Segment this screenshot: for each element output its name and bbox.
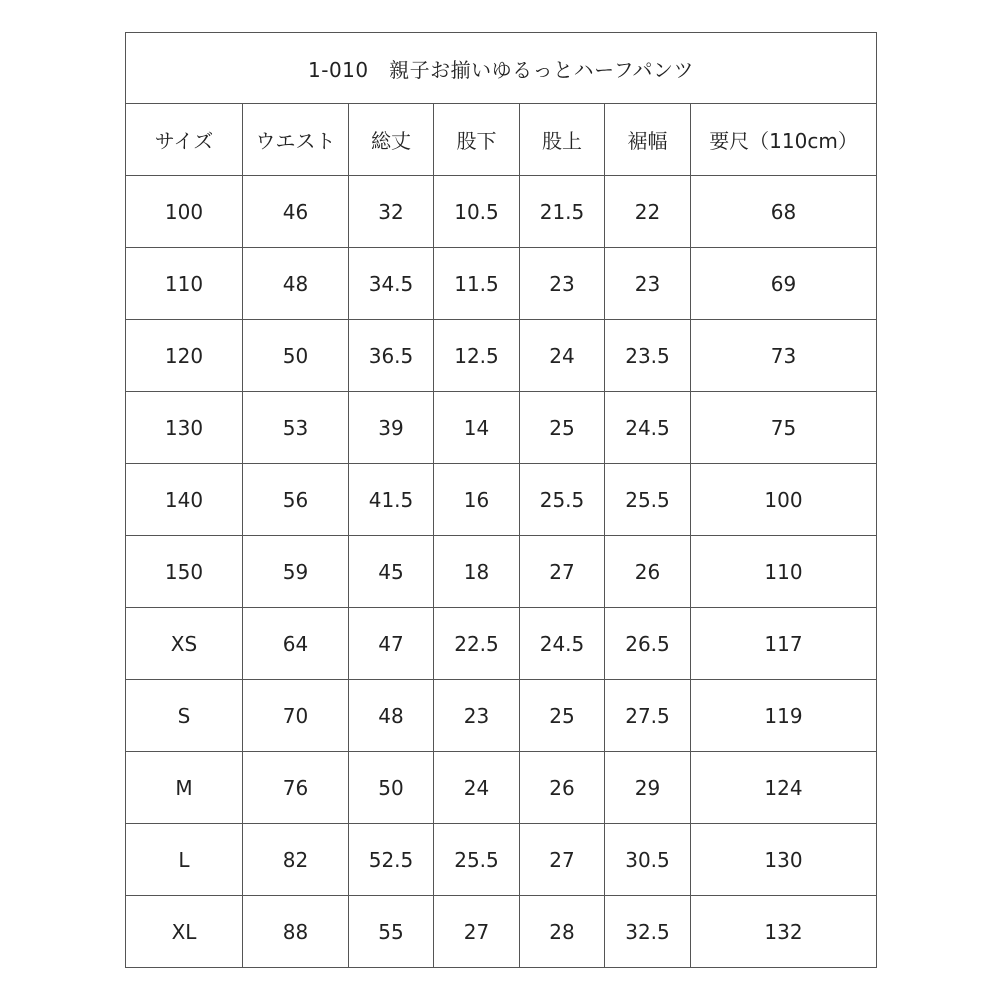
waist-cell: 59 — [243, 536, 349, 608]
fabric-requirement-cell: 124 — [691, 752, 877, 824]
rise-cell: 23 — [520, 248, 605, 320]
rise-cell: 24 — [520, 320, 605, 392]
waist-cell: 64 — [243, 608, 349, 680]
header-fabric-requirement: 要尺（110cm） — [691, 104, 877, 176]
waist-cell: 56 — [243, 464, 349, 536]
table-title: 1-010 親子お揃いゆるっとハーフパンツ — [126, 33, 877, 104]
table-row — [126, 608, 877, 680]
size-chart — [125, 32, 875, 968]
fabric-requirement-cell: 110 — [691, 536, 877, 608]
rise-cell: 25 — [520, 680, 605, 752]
fabric-requirement-cell: 119 — [691, 680, 877, 752]
table-row — [126, 464, 877, 536]
size-cell: 120 — [126, 320, 243, 392]
table-row — [126, 248, 877, 320]
hem-width-cell: 26 — [605, 536, 691, 608]
hem-width-cell: 29 — [605, 752, 691, 824]
size-cell: 150 — [126, 536, 243, 608]
inseam-cell: 14 — [434, 392, 520, 464]
hem-width-cell: 30.5 — [605, 824, 691, 896]
fabric-requirement-cell: 73 — [691, 320, 877, 392]
rise-cell: 25.5 — [520, 464, 605, 536]
table-row — [126, 896, 877, 968]
total-length-cell: 32 — [349, 176, 434, 248]
rise-cell: 27 — [520, 824, 605, 896]
inseam-cell: 27 — [434, 896, 520, 968]
total-length-cell: 45 — [349, 536, 434, 608]
rise-cell: 28 — [520, 896, 605, 968]
size-cell: XS — [126, 608, 243, 680]
waist-cell: 46 — [243, 176, 349, 248]
total-length-cell: 55 — [349, 896, 434, 968]
waist-cell: 50 — [243, 320, 349, 392]
waist-cell: 88 — [243, 896, 349, 968]
total-length-cell: 50 — [349, 752, 434, 824]
waist-cell: 48 — [243, 248, 349, 320]
total-length-cell: 47 — [349, 608, 434, 680]
total-length-cell: 34.5 — [349, 248, 434, 320]
fabric-requirement-cell: 75 — [691, 392, 877, 464]
inseam-cell: 25.5 — [434, 824, 520, 896]
rise-cell: 21.5 — [520, 176, 605, 248]
rise-cell: 27 — [520, 536, 605, 608]
size-cell: 100 — [126, 176, 243, 248]
header-waist: ウエスト — [243, 104, 349, 176]
hem-width-cell: 26.5 — [605, 608, 691, 680]
header-row — [126, 104, 877, 176]
inseam-cell: 16 — [434, 464, 520, 536]
inseam-cell: 22.5 — [434, 608, 520, 680]
hem-width-cell: 24.5 — [605, 392, 691, 464]
size-cell: 110 — [126, 248, 243, 320]
table-row — [126, 320, 877, 392]
total-length-cell: 41.5 — [349, 464, 434, 536]
hem-width-cell: 25.5 — [605, 464, 691, 536]
table-row — [126, 176, 877, 248]
total-length-cell: 39 — [349, 392, 434, 464]
rise-cell: 26 — [520, 752, 605, 824]
header-size: サイズ — [126, 104, 243, 176]
table-row — [126, 536, 877, 608]
rise-cell: 25 — [520, 392, 605, 464]
hem-width-cell: 32.5 — [605, 896, 691, 968]
size-cell: M — [126, 752, 243, 824]
table-row — [126, 752, 877, 824]
size-cell: 130 — [126, 392, 243, 464]
header-rise: 股上 — [520, 104, 605, 176]
waist-cell: 82 — [243, 824, 349, 896]
fabric-requirement-cell: 69 — [691, 248, 877, 320]
header-hem-width: 裾幅 — [605, 104, 691, 176]
fabric-requirement-cell: 130 — [691, 824, 877, 896]
header-inseam: 股下 — [434, 104, 520, 176]
size-cell: 140 — [126, 464, 243, 536]
title-row — [126, 33, 877, 104]
table-row — [126, 680, 877, 752]
fabric-requirement-cell: 117 — [691, 608, 877, 680]
table-row — [126, 392, 877, 464]
waist-cell: 70 — [243, 680, 349, 752]
size-cell: XL — [126, 896, 243, 968]
inseam-cell: 24 — [434, 752, 520, 824]
total-length-cell: 36.5 — [349, 320, 434, 392]
total-length-cell: 52.5 — [349, 824, 434, 896]
hem-width-cell: 23.5 — [605, 320, 691, 392]
total-length-cell: 48 — [349, 680, 434, 752]
waist-cell: 53 — [243, 392, 349, 464]
fabric-requirement-cell: 132 — [691, 896, 877, 968]
fabric-requirement-cell: 100 — [691, 464, 877, 536]
inseam-cell: 11.5 — [434, 248, 520, 320]
rise-cell: 24.5 — [520, 608, 605, 680]
header-total-length: 総丈 — [349, 104, 434, 176]
hem-width-cell: 22 — [605, 176, 691, 248]
inseam-cell: 12.5 — [434, 320, 520, 392]
inseam-cell: 10.5 — [434, 176, 520, 248]
hem-width-cell: 27.5 — [605, 680, 691, 752]
size-cell: S — [126, 680, 243, 752]
waist-cell: 76 — [243, 752, 349, 824]
fabric-requirement-cell: 68 — [691, 176, 877, 248]
hem-width-cell: 23 — [605, 248, 691, 320]
size-cell: L — [126, 824, 243, 896]
inseam-cell: 18 — [434, 536, 520, 608]
table-row — [126, 824, 877, 896]
inseam-cell: 23 — [434, 680, 520, 752]
size-table — [125, 32, 877, 968]
